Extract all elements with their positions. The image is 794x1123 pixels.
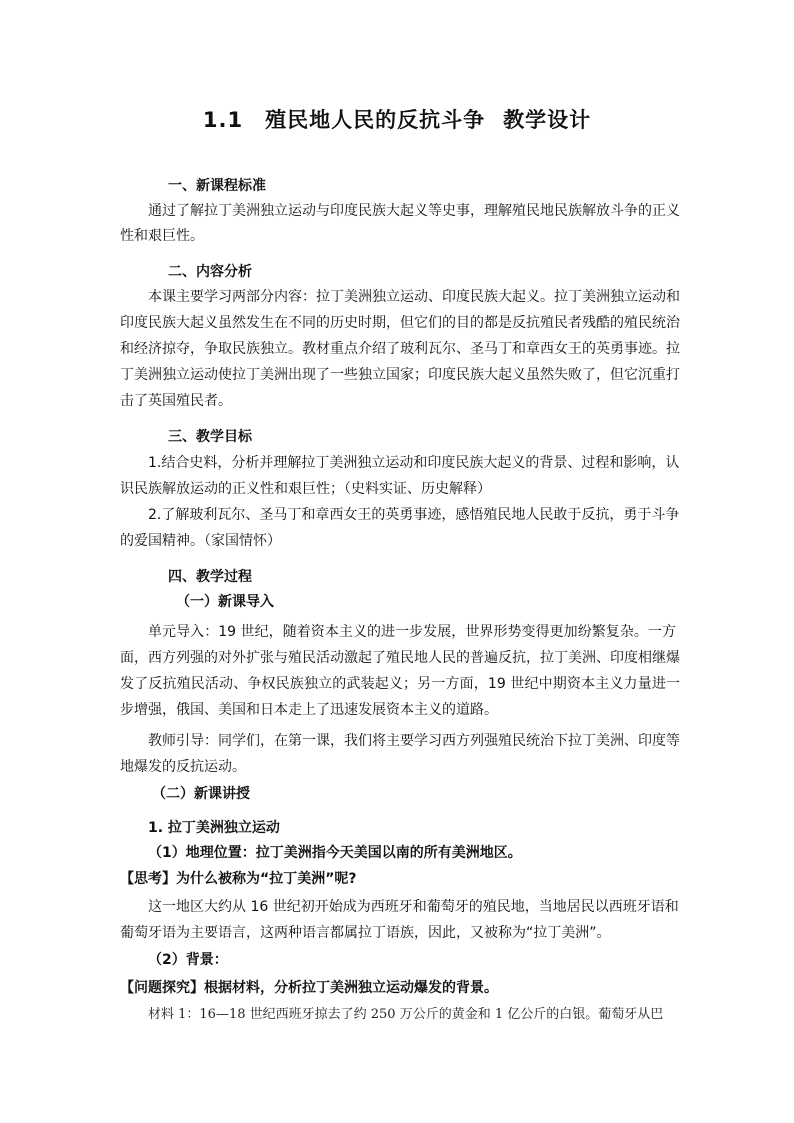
section-heading-process: 四、教学过程 (168, 569, 252, 585)
subheading-lecture: （二）新课讲授 (152, 786, 250, 802)
problem-tag: 【问题探究】 (120, 980, 204, 996)
title-main: 殖民地人民的反抗斗争 (265, 108, 486, 132)
problem-question: 根据材料，分析拉丁美洲独立运动爆发的背景。 (204, 980, 498, 996)
page-title (0, 104, 794, 134)
paragraph-line: 印度民族大起义虽然发生在不同的历史时期，但它们的目的都是反抗殖民者残酷的殖民统治 (120, 315, 680, 331)
paragraph-line: 击了英国殖民者。 (120, 393, 232, 409)
paragraph-line: 面，西方列强的对外扩张与殖民活动激起了殖民地人民的普遍反抗，拉丁美洲、印度相继爆 (120, 650, 680, 666)
paragraph-line: 单元导入：19 世纪，随着资本主义的进一步发展，世界形势变得更加纷繁复杂。一方 (148, 624, 676, 640)
topic-heading-latin-america: 1. 拉丁美洲独立运动 (148, 820, 280, 836)
section-heading-goals: 三、教学目标 (168, 429, 252, 445)
paragraph-line: 2.了解玻利瓦尔、圣马丁和章西女王的英勇事迹，感悟殖民地人民敢于反抗，勇于斗争 (148, 507, 680, 523)
paragraph-line: 1.结合史料，分析并理解拉丁美洲独立运动和印度民族大起义的背景、过程和影响，认 (148, 455, 680, 471)
paragraph-line: 步增强，俄国、美国和日本走上了迅速发展资本主义的道路。 (120, 702, 498, 718)
paragraph-line: 葡萄牙语为主要语言，这两种语言都属拉丁语族，因此，又被称为“拉丁美洲”。 (120, 925, 611, 941)
section-heading-analysis: 二、内容分析 (168, 264, 252, 280)
background-heading: （2）背景： (148, 952, 228, 968)
think-line (120, 869, 680, 889)
paragraph-line: 地爆发的反抗运动。 (120, 759, 246, 775)
paragraph-line: 这一地区大约从 16 世纪初开始成为西班牙和葡萄牙的殖民地，当地居民以西班牙语和 (148, 899, 679, 915)
paragraph-line: 本课主要学习两部分内容：拉丁美洲独立运动、印度民族大起义。拉丁美洲独立运动和 (148, 289, 680, 305)
think-question: 为什么被称为“拉丁美洲”呢? (176, 871, 357, 887)
problem-line (120, 978, 680, 998)
paragraph-line: 的爱国精神。（家国情怀） (120, 533, 281, 549)
material-line: 材料 1：16—18 世纪西班牙掠去了约 250 万公斤的黄金和 1 亿公斤的白银。葡萄牙从巴 (148, 1007, 664, 1022)
paragraph-line: 和经济掠夺，争取民族独立。教材重点介绍了玻利瓦尔、圣马丁和章西女王的英勇事迹。拉 (120, 341, 680, 357)
paragraph-line: 发了反抗殖民活动、争权民族独立的武装起义；另一方面，19 世纪中期资本主义力量进一 (120, 676, 680, 692)
paragraph-line: 识民族解放运动的正义性和艰巨性；（史料实证、历史解释） (120, 481, 491, 497)
paragraph-line: 通过了解拉丁美洲独立运动与印度民族大起义等史事，理解殖民地民族解放斗争的正义 (148, 203, 680, 219)
title-suffix: 教学设计 (503, 108, 592, 132)
paragraph-line: 性和艰巨性。 (120, 228, 204, 244)
section-heading-standard: 一、新课程标准 (168, 178, 266, 194)
paragraph-line: 教师引导：同学们，在第一课，我们将主要学习西方列强殖民统治下拉丁美洲、印度等 (148, 733, 680, 749)
title-number: 1.1 (202, 108, 244, 132)
paragraph-line: 丁美洲独立运动使拉丁美洲出现了一些独立国家；印度民族大起义虽然失败了，但它沉重打 (120, 367, 680, 383)
subheading-intro: （一）新课导入 (176, 594, 274, 610)
think-tag: 【思考】 (120, 871, 176, 887)
geo-location-line: （1）地理位置：拉丁美洲指今天美国以南的所有美洲地区。 (148, 845, 522, 861)
